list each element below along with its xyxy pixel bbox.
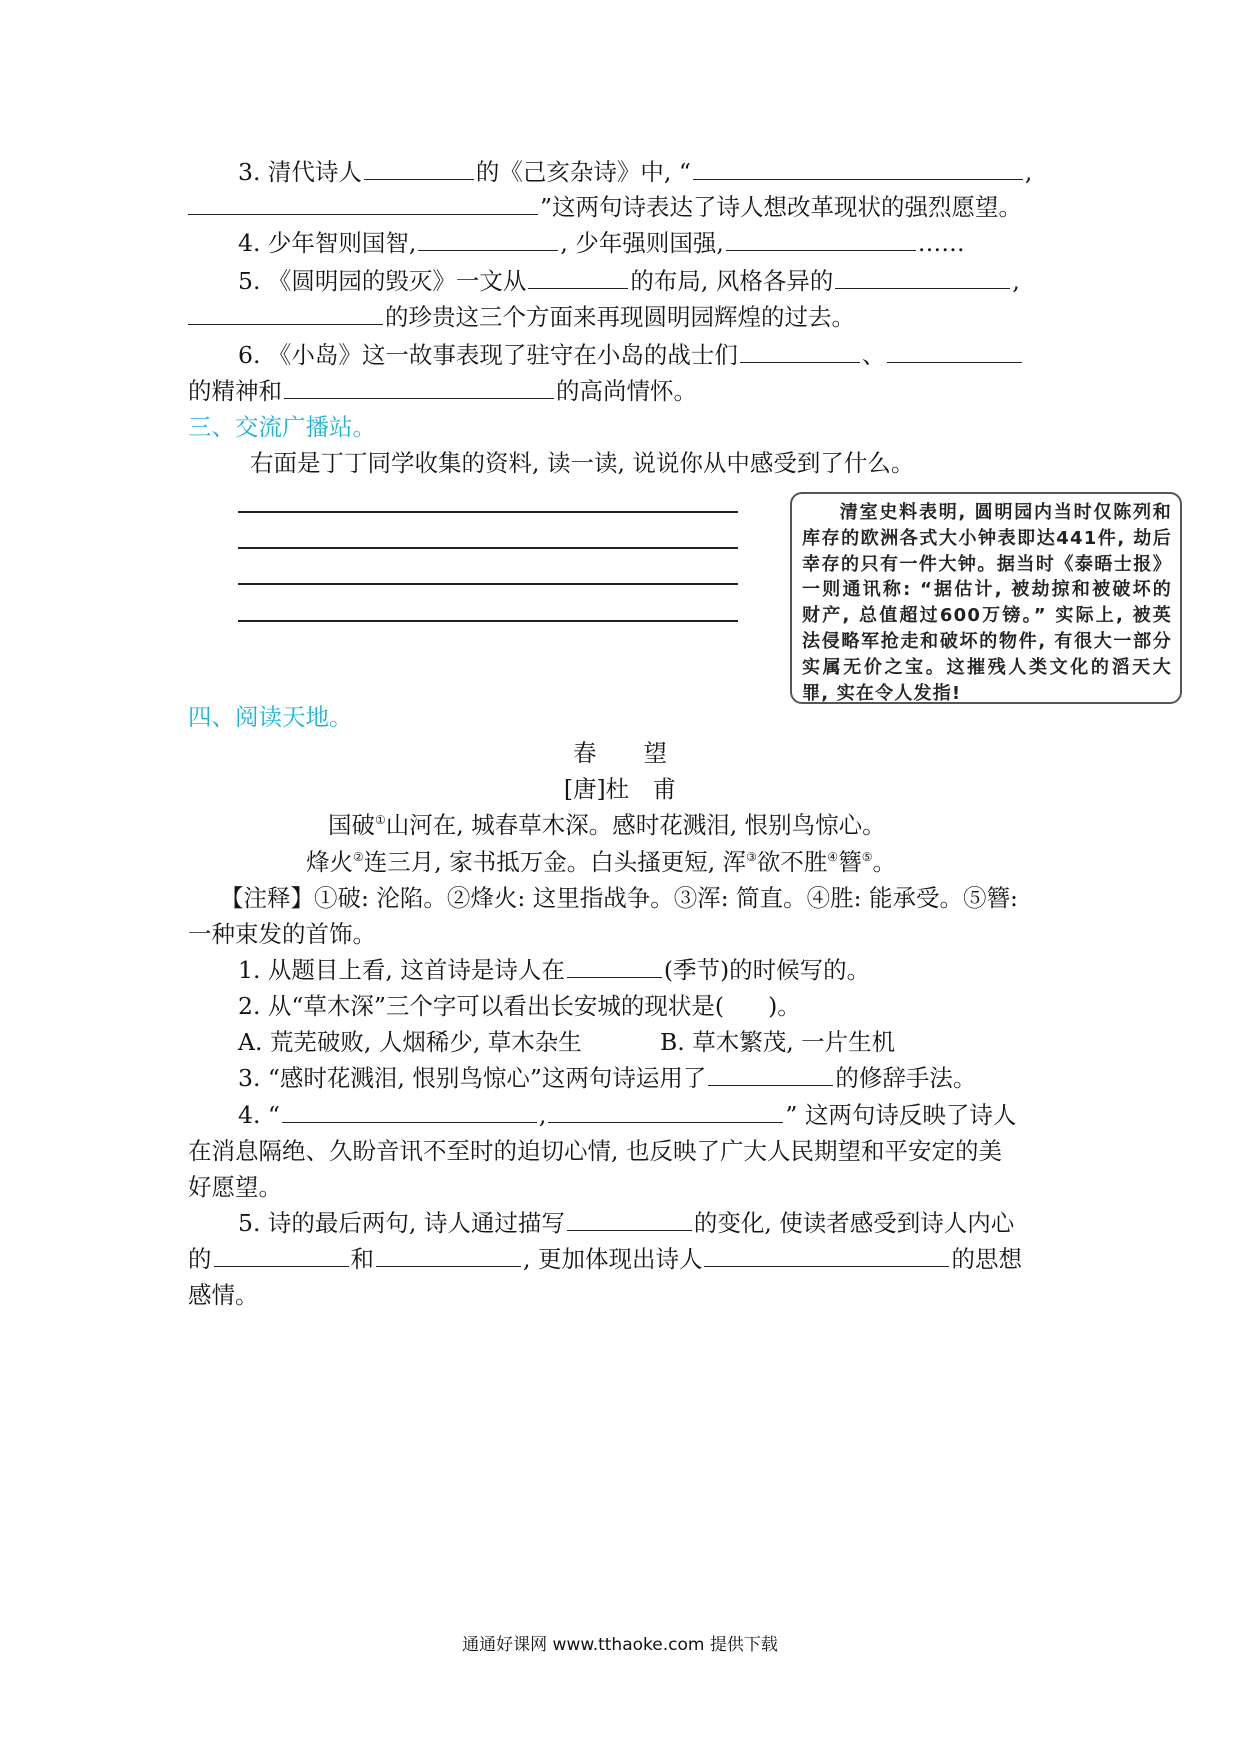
poem-title: 春 望 [573, 739, 667, 767]
section-3-prompt: 右面是丁丁同学收集的资料, 读一读, 说说你从中感受到了什么。 [250, 449, 915, 477]
answer-blank[interactable] [188, 213, 538, 215]
writing-line[interactable] [238, 620, 738, 622]
reading-question-1: 1. 从题目上看, 这首诗是诗人在 (季节)的时候写的。 [238, 956, 871, 984]
reading-question-5-line-2: 的 和 , 更加体现出诗人 的思想 [188, 1245, 1022, 1273]
answer-blank[interactable] [693, 178, 1023, 180]
answer-blank[interactable] [887, 361, 1022, 363]
footer: 通通好课网 www.tthaoke.com 提供下载 [462, 1635, 778, 1655]
writing-line[interactable] [238, 547, 738, 549]
answer-blank[interactable] [214, 1265, 349, 1267]
reading-question-2: 2. 从“草木深”三个字可以看出长安城的现状是( )。 [238, 992, 801, 1020]
poem-line-2: 烽火②连三月, 家书抵万金。白头搔更短, 浑③欲不胜④簪⑤。 [306, 848, 896, 876]
section-3-heading: 三、交流广播站。 [188, 413, 376, 441]
reading-question-4-line-3: 好愿望。 [188, 1173, 282, 1201]
answer-blank[interactable] [364, 178, 474, 180]
reading-question-4-line-2: 在消息隔绝、久盼音讯不至时的迫切心情, 也反映了广大人民期望和平安定的美 [188, 1137, 1002, 1165]
answer-blank[interactable] [376, 1265, 521, 1267]
question-4: 4. 少年智则国智, , 少年强则国强, …… [238, 229, 965, 257]
answer-blank[interactable] [708, 1084, 833, 1086]
answer-blank[interactable] [284, 397, 554, 399]
question-3-line-2: ”这两句诗表达了诗人想改革现状的强烈愿望。 [188, 190, 1022, 224]
question-6-line-1: 6. 《小岛》这一故事表现了驻守在小岛的战士们 、 [238, 338, 1024, 372]
poem-line-1: 国破①山河在, 城春草木深。感时花溅泪, 恨别鸟惊心。 [328, 811, 886, 839]
answer-blank[interactable] [726, 249, 916, 251]
writing-line[interactable] [238, 511, 738, 513]
writing-line[interactable] [238, 583, 738, 585]
reading-question-3: 3. “感时花溅泪, 恨别鸟惊心”这两句诗运用了 的修辞手法。 [238, 1064, 977, 1092]
answer-blank[interactable] [567, 976, 662, 978]
reading-question-4-line-1: 4. “ , ” 这两句诗反映了诗人 [238, 1101, 1017, 1129]
info-box [790, 492, 1182, 704]
reading-question-2-option-a: A. 荒芜破败, 人烟稀少, 草木杂生 [238, 1028, 582, 1056]
answer-blank[interactable] [188, 323, 383, 325]
answer-blank[interactable] [740, 361, 860, 363]
reading-question-5-line-1: 5. 诗的最后两句, 诗人通过描写 的变化, 使读者感受到诗人内心 [238, 1209, 1015, 1237]
info-box-text: 清室史料表明, 圆明园内当时仅陈列和库存的欧洲各式大小钟表即达441件, 劫后幸存的只有一件大钟。据当时《泰晤士报》一则通讯称: “据估计, 被劫掠和被破坏的财产, 总值超过600万镑。” 实际上, 被英法侵略军抢走和破坏的物件, 有很大一部分实属无价之宝。这摧残人类文化的滔天大罪, 实在令人发指! [802, 502, 1172, 704]
answer-blank[interactable] [548, 1121, 783, 1123]
poem-author: [唐]杜 甫 [563, 775, 677, 803]
answer-blank[interactable] [704, 1265, 949, 1267]
answer-blank[interactable] [567, 1229, 692, 1231]
answer-blank[interactable] [418, 249, 558, 251]
answer-blank[interactable] [528, 287, 628, 289]
poem-notes-line-2: 一种束发的首饰。 [188, 920, 376, 948]
reading-question-5-line-3: 感情。 [188, 1281, 259, 1309]
reading-question-2-option-b: B. 草木繁茂, 一片生机 [660, 1028, 896, 1056]
poem-notes-line-1: 【注释】①破: 沦陷。②烽火: 这里指战争。③浑: 简直。④胜: 能承受。⑤簪: [220, 884, 1018, 912]
question-5-line-2: 的珍贵这三个方面来再现圆明园辉煌的过去。 [188, 300, 855, 334]
question-6-line-2: 的精神和 的高尚情怀。 [188, 377, 697, 405]
question-5-line-1: 5. 《圆明园的毁灭》一文从 的布局, 风格各异的 , [238, 267, 1020, 295]
answer-blank[interactable] [835, 287, 1010, 289]
section-4-heading: 四、阅读天地。 [188, 703, 353, 731]
answer-blank[interactable] [282, 1121, 537, 1123]
question-3-line-1: 3. 清代诗人 的《己亥杂诗》中, “ , [238, 158, 1033, 186]
